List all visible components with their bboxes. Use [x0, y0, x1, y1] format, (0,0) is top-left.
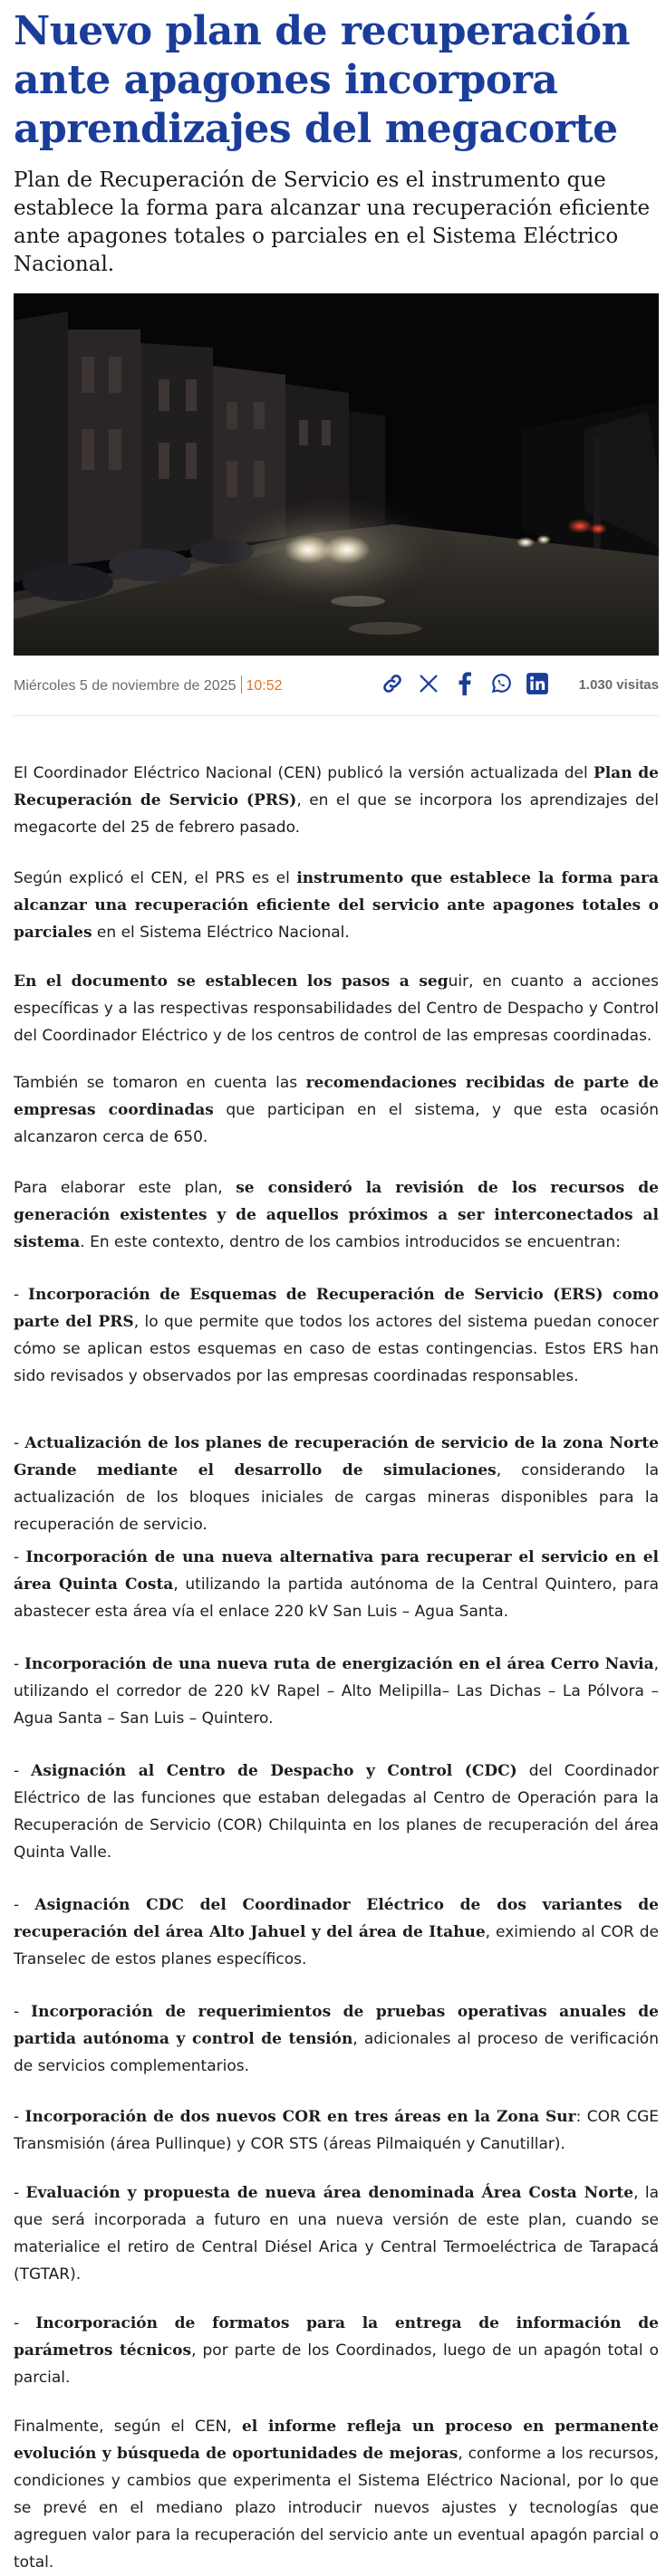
paragraph [14, 865, 659, 946]
paragraph [14, 1757, 659, 1866]
text: en el Sistema Eléctrico Nacional. [92, 924, 350, 942]
text: Finalmente, según el CEN, [14, 2418, 242, 2436]
bold-text: se consideró la revisión de los recursos de generación existentes y de aquellos próximos a ser interconectados al sistema [14, 1179, 659, 1251]
paragraph [14, 1998, 659, 2080]
headline: Nuevo plan de recuperación ante apagones incorpora aprendizajes del megacorte [14, 8, 631, 152]
paragraph [14, 2103, 659, 2158]
bold-text: Evaluación y propuesta de nueva área denominada Área Costa Norte [25, 2184, 634, 2202]
date-separator [241, 675, 242, 694]
share-bar [381, 670, 549, 697]
text: - [14, 2003, 32, 2021]
date-text: Miércoles 5 de noviembre de 2025 [14, 678, 236, 694]
text: , lo que permite que todos los actores del sistema puedan conocer cómo se aplican estos esquemas en caso de estas contingencias. Estos ERS han sido revisados y observados por las empresas coordinadas responsables. [14, 1313, 659, 1385]
bold-text: Asignación CDC del Coordinador Eléctrico de dos variantes de recuperación del área Alto Jahuel y del área de Itahue [14, 1896, 660, 1941]
views-label: visitas [616, 677, 659, 693]
facebook-icon[interactable] [453, 670, 477, 697]
paragraph [14, 2413, 659, 2576]
publish-date [14, 675, 283, 694]
text: - [14, 1655, 24, 1673]
text: Para elaborar este plan, [14, 1179, 236, 1197]
text: . En este contexto, dentro de los cambios introducidos se encuentran: [80, 1233, 621, 1251]
bold-text: Asignación al Centro de Despacho y Control (CDC) [31, 1762, 517, 1780]
text: , utilizando la partida autónoma de la Central Quintero, para abastecer esta área vía el enlace 220 kV San Luis – Agua Santa. [14, 1575, 659, 1621]
paragraph [14, 968, 659, 1049]
bold-text: Incorporación de dos nuevos COR en tres áreas en la Zona Sur [24, 2108, 576, 2126]
bold-text: Incorporación de formatos para la entrega de información de parámetros técnicos [14, 2314, 659, 2360]
paragraph [14, 1069, 659, 1151]
text: - [14, 2108, 25, 2126]
paragraph [14, 2310, 659, 2391]
bold-text: Incorporación de requerimientos de pruebas operativas anuales de partida autónoma y control de tensión [14, 2003, 659, 2048]
paragraph [14, 760, 659, 841]
paragraph [14, 1651, 659, 1732]
paragraph [14, 1544, 659, 1625]
subtitle: Plan de Recuperación de Servicio es el instrumento que establece la forma para alcanzar una recuperación eficiente ante apagones totales o parciales en el Sistema Eléctrico Nacional. [14, 168, 651, 276]
text: El Coordinador Eléctrico Nacional (CEN) publicó la versión actualizada del [14, 764, 594, 782]
text: : COR CGE Transmisión (área Pullinque) y COR STS (áreas Pilmaiquén y Canutillar). [14, 2108, 659, 2153]
text: - [14, 2184, 26, 2202]
paragraph [14, 1174, 659, 1256]
text: - [14, 1896, 35, 1914]
whatsapp-icon[interactable] [489, 670, 513, 697]
publish-time: 10:52 [246, 678, 283, 694]
paragraph [14, 2179, 659, 2288]
text: , conforme a los recursos, condiciones y cambios que experimenta el Sistema Eléctrico Nacional, por lo que se prevé en el mediano plazo introducir nuevos ajustes y tecnologías que agreguen valor para la recuperación del servicio ante un eventual apagón parcial o total. [14, 2445, 659, 2571]
text: que participan en el sistema, y que esta ocasión alcanzaron cerca de 650. [14, 1101, 660, 1146]
text: , en el que se incorpora los aprendizajes del megacorte del 25 de febrero pasado. [14, 791, 659, 837]
linkedin-icon[interactable] [526, 670, 549, 697]
paragraph [14, 1430, 659, 1538]
text: , considerando la actualización de los bloques iniciales de cargas mineras disponibles para la recuperación de servicio. [14, 1461, 660, 1534]
bold-text: Incorporación de Esquemas de Recuperación de Servicio (ERS) como parte del PRS [14, 1286, 659, 1331]
text: del Coordinador Eléctrico de las funciones que estaban delegadas al Centro de Operación para la Recuperación de Servicio (COR) Chilquinta en los planes de recuperación del área Quinta Valle. [14, 1762, 659, 1862]
bold-text: Actualización de los planes de recuperación de servicio de la zona Norte Grande mediante el desarrollo de simulaciones [14, 1434, 659, 1480]
link-icon[interactable] [381, 670, 404, 697]
text: - [14, 1286, 29, 1304]
text: uir, en cuanto a acciones específicas y a las respectivas responsabilidades del Centro de Despacho y Control del Coordinador Eléctrico y de los centros de control de las empresas coordinadas. [14, 972, 659, 1045]
bold-text: En el documento se establecen los pasos a seg [14, 972, 449, 991]
bold-text: Incorporación de una nueva ruta de energización en el área Cerro Navia [24, 1655, 654, 1673]
paragraph [14, 1281, 659, 1390]
article-body [14, 760, 659, 2576]
text: - [14, 2314, 36, 2332]
x-icon[interactable] [417, 670, 440, 697]
text: , eximiendo al COR de Transelec de estos planes específicos. [14, 1923, 660, 1968]
bold-text: instrumento que establece la forma para alcanzar una recuperación eficiente del servicio ante apagones totales o parciales [14, 869, 659, 942]
text: , la que será incorporada a futuro en una nueva versión de este plan, cuando se materialice el retiro de Central Diésel Arica y Central Termoeléctrica de Tarapacá (TGTAR). [14, 2184, 659, 2284]
article-meta [14, 656, 659, 716]
bold-text: recomendaciones recibidas de parte de empresas coordinadas [14, 1074, 659, 1119]
text: - [14, 1434, 25, 1452]
view-count [579, 677, 659, 693]
text: , adicionales al proceso de verificación de servicios complementarios. [14, 2030, 659, 2075]
paragraph [14, 1891, 659, 1973]
text: También se tomaron en cuenta las [14, 1074, 306, 1092]
bold-text: Incorporación de una nueva alternativa para recuperar el servicio en el área Quinta Costa [14, 1548, 659, 1594]
text: , utilizando el corredor de 220 kV Rapel – Alto Melipilla– Las Dichas – La Pólvora – Agua Santa – San Luis – Quintero. [14, 1655, 659, 1728]
text: - [14, 1548, 26, 1566]
text: - [14, 1762, 32, 1780]
text: , por parte de los Coordinados, luego de un apagón total o parcial. [14, 2341, 659, 2387]
text: Según explicó el CEN, el PRS es el [14, 869, 297, 887]
views-number: 1.030 [578, 677, 613, 693]
article-photo [14, 293, 659, 656]
bold-text: Plan de Recuperación de Servicio (PRS) [14, 764, 659, 809]
bold-text: el informe refleja un proceso en permanente evolución y búsqueda de oportunidades de mejoras [14, 2418, 659, 2463]
article [14, 0, 659, 2576]
